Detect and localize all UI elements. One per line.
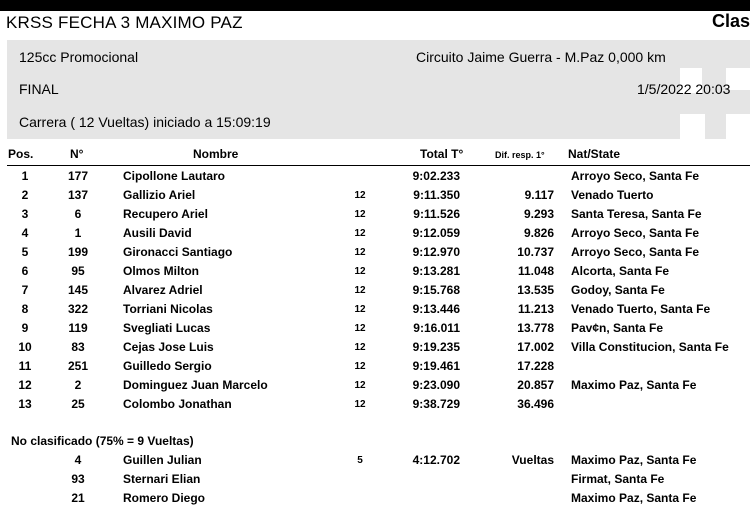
header-total: Total T° [420,147,464,161]
diff-time: 9.826 [523,226,554,240]
total-time: 9:16.011 [413,321,460,335]
total-time: 9:19.235 [412,340,460,354]
nationality-cell: Maximo Paz, Santa Fe [571,378,697,392]
position-cell: 1 [21,169,29,183]
header-pos: Pos. [8,147,34,161]
total-time: 9:11.350 [413,188,460,202]
header-diff: Dif. resp. 1° [495,150,545,160]
laps-cell: 12 [354,190,366,201]
total-time: 9:12.059 [412,226,460,240]
number-cell: 2 [74,378,82,392]
driver-name: Romero Diego [123,491,206,505]
decorative-tile [726,114,750,139]
laps-cell: 12 [354,399,366,410]
table-row [0,281,750,300]
diff-time: 13.535 [517,283,554,297]
nationality-cell: Arroyo Seco, Santa Fe [571,245,700,259]
nationality-cell: Pav¢n, Santa Fe [571,321,664,335]
total-time: 9:02.233 [412,169,460,183]
diff-time: 10.737 [517,245,554,259]
number-cell: 322 [67,302,89,316]
diff-time: 13.778 [517,321,554,335]
diff-time: 11.048 [517,264,554,278]
total-time: 9:13.446 [412,302,460,316]
driver-name: Cejas Jose Luis [123,340,214,354]
nationality-cell: Alcorta, Santa Fe [571,264,670,278]
laps-cell: 12 [354,304,366,315]
number-cell: 93 [71,472,85,486]
driver-name: Cipollone Lautaro [123,169,225,183]
driver-name: Sternari Elian [123,472,201,486]
decorative-tile [680,114,705,139]
table-row [0,470,750,489]
total-time: 9:13.281 [412,264,460,278]
laps-cell: 12 [354,285,366,296]
number-cell: 251 [67,359,89,373]
classification-label: Clas [712,11,750,31]
page-title: KRSS FECHA 3 MAXIMO PAZ [6,13,243,32]
number-cell: 83 [71,340,85,354]
position-cell: 5 [21,245,29,259]
laps-cell: 12 [354,228,366,239]
driver-name: Recupero Ariel [123,207,208,221]
number-cell: 6 [74,207,82,221]
not-classified-label: No clasificado (75% = 9 Vueltas) [11,434,194,448]
date-time: 1/5/2022 20:03 [637,81,731,97]
driver-name: Olmos Milton [123,264,199,278]
laps-cell: 12 [354,342,366,353]
diff-time: 9.117 [524,188,554,202]
table-row [0,243,750,262]
circuit-label: Circuito Jaime Guerra - M.Paz 0,000 km [416,49,666,65]
diff-time: 17.228 [517,359,554,373]
laps-cell: 12 [354,247,366,258]
table-row [0,357,750,376]
total-time: 9:23.090 [412,378,460,392]
diff-time: 20.857 [517,378,554,392]
number-cell: 145 [67,283,89,297]
driver-name: Guilledo Sergio [123,359,212,373]
total-time: 4:12.702 [412,453,460,467]
table-row [0,376,750,395]
diff-time: 9.293 [523,207,554,221]
position-cell: 13 [18,397,32,411]
laps-cell: 12 [354,266,366,277]
nationality-cell: Arroyo Seco, Santa Fe [571,226,700,240]
header-divider [7,165,750,166]
table-row [0,395,750,414]
table-row [0,167,750,186]
laps-cell: 12 [354,380,366,391]
total-time: 9:12.970 [412,245,460,259]
number-cell: 95 [71,264,85,278]
number-cell: 137 [67,188,89,202]
diff-time: Vueltas [511,453,554,467]
driver-name: Ausili David [123,226,192,240]
number-cell: 119 [68,321,88,335]
position-cell: 6 [21,264,29,278]
table-row [0,451,750,470]
nationality-cell: Godoy, Santa Fe [571,283,665,297]
info-panel [7,40,750,139]
number-cell: 177 [67,169,89,183]
nationality-cell: Santa Teresa, Santa Fe [571,207,702,221]
top-bar [0,0,750,11]
number-cell: 4 [74,453,82,467]
diff-time: 36.496 [517,397,554,411]
nationality-cell: Venado Tuerto [571,188,654,202]
table-row [0,489,750,508]
table-row [0,300,750,319]
total-time: 9:15.768 [412,283,460,297]
position-cell: 9 [21,321,29,335]
position-cell: 7 [21,283,29,297]
total-time: 9:19.461 [412,359,460,373]
table-row [0,205,750,224]
position-cell: 2 [21,188,29,202]
number-cell: 199 [67,245,89,259]
nationality-cell: Arroyo Seco, Santa Fe [571,169,700,183]
driver-name: Alvarez Adriel [123,283,203,297]
nationality-cell: Maximo Paz, Santa Fe [571,453,697,467]
position-cell: 10 [18,340,32,354]
driver-name: Colombo Jonathan [123,397,232,411]
driver-name: Guillen Julian [123,453,202,467]
nationality-cell: Villa Constitucion, Santa Fe [571,340,729,354]
laps-cell: 12 [354,323,366,334]
header-number: N° [70,147,84,161]
diff-time: 11.213 [517,302,554,316]
header-nat: Nat/State [568,147,621,161]
nationality-cell: Firmat, Santa Fe [571,472,665,486]
position-cell: 12 [18,378,32,392]
laps-cell: 12 [354,361,366,372]
laps-cell: 12 [354,209,366,220]
driver-name: Gallizio Ariel [123,188,196,202]
session-label: FINAL [19,81,59,97]
position-cell: 3 [21,207,29,221]
total-time: 9:38.729 [412,397,460,411]
table-row [0,262,750,281]
driver-name: Torriani Nicolas [123,302,213,316]
table-row [0,319,750,338]
driver-name: Dominguez Juan Marcelo [123,378,268,392]
driver-name: Svegliati Lucas [123,321,211,335]
number-cell: 25 [71,397,85,411]
position-cell: 11 [18,359,32,373]
table-row [0,224,750,243]
number-cell: 1 [74,226,82,240]
total-time: 9:11.526 [413,207,460,221]
position-cell: 8 [21,302,29,316]
header-name: Nombre [193,147,239,161]
position-cell: 4 [21,226,29,240]
race-info: Carrera ( 12 Vueltas) iniciado a 15:09:19 [19,114,271,130]
nationality-cell: Maximo Paz, Santa Fe [571,491,697,505]
driver-name: Gironacci Santiago [123,245,233,259]
category-label: 125cc Promocional [19,49,139,65]
nationality-cell: Venado Tuerto, Santa Fe [571,302,711,316]
laps-cell: 5 [357,455,363,466]
table-row [0,186,750,205]
number-cell: 21 [71,491,85,505]
table-row [0,338,750,357]
diff-time: 17.002 [517,340,554,354]
